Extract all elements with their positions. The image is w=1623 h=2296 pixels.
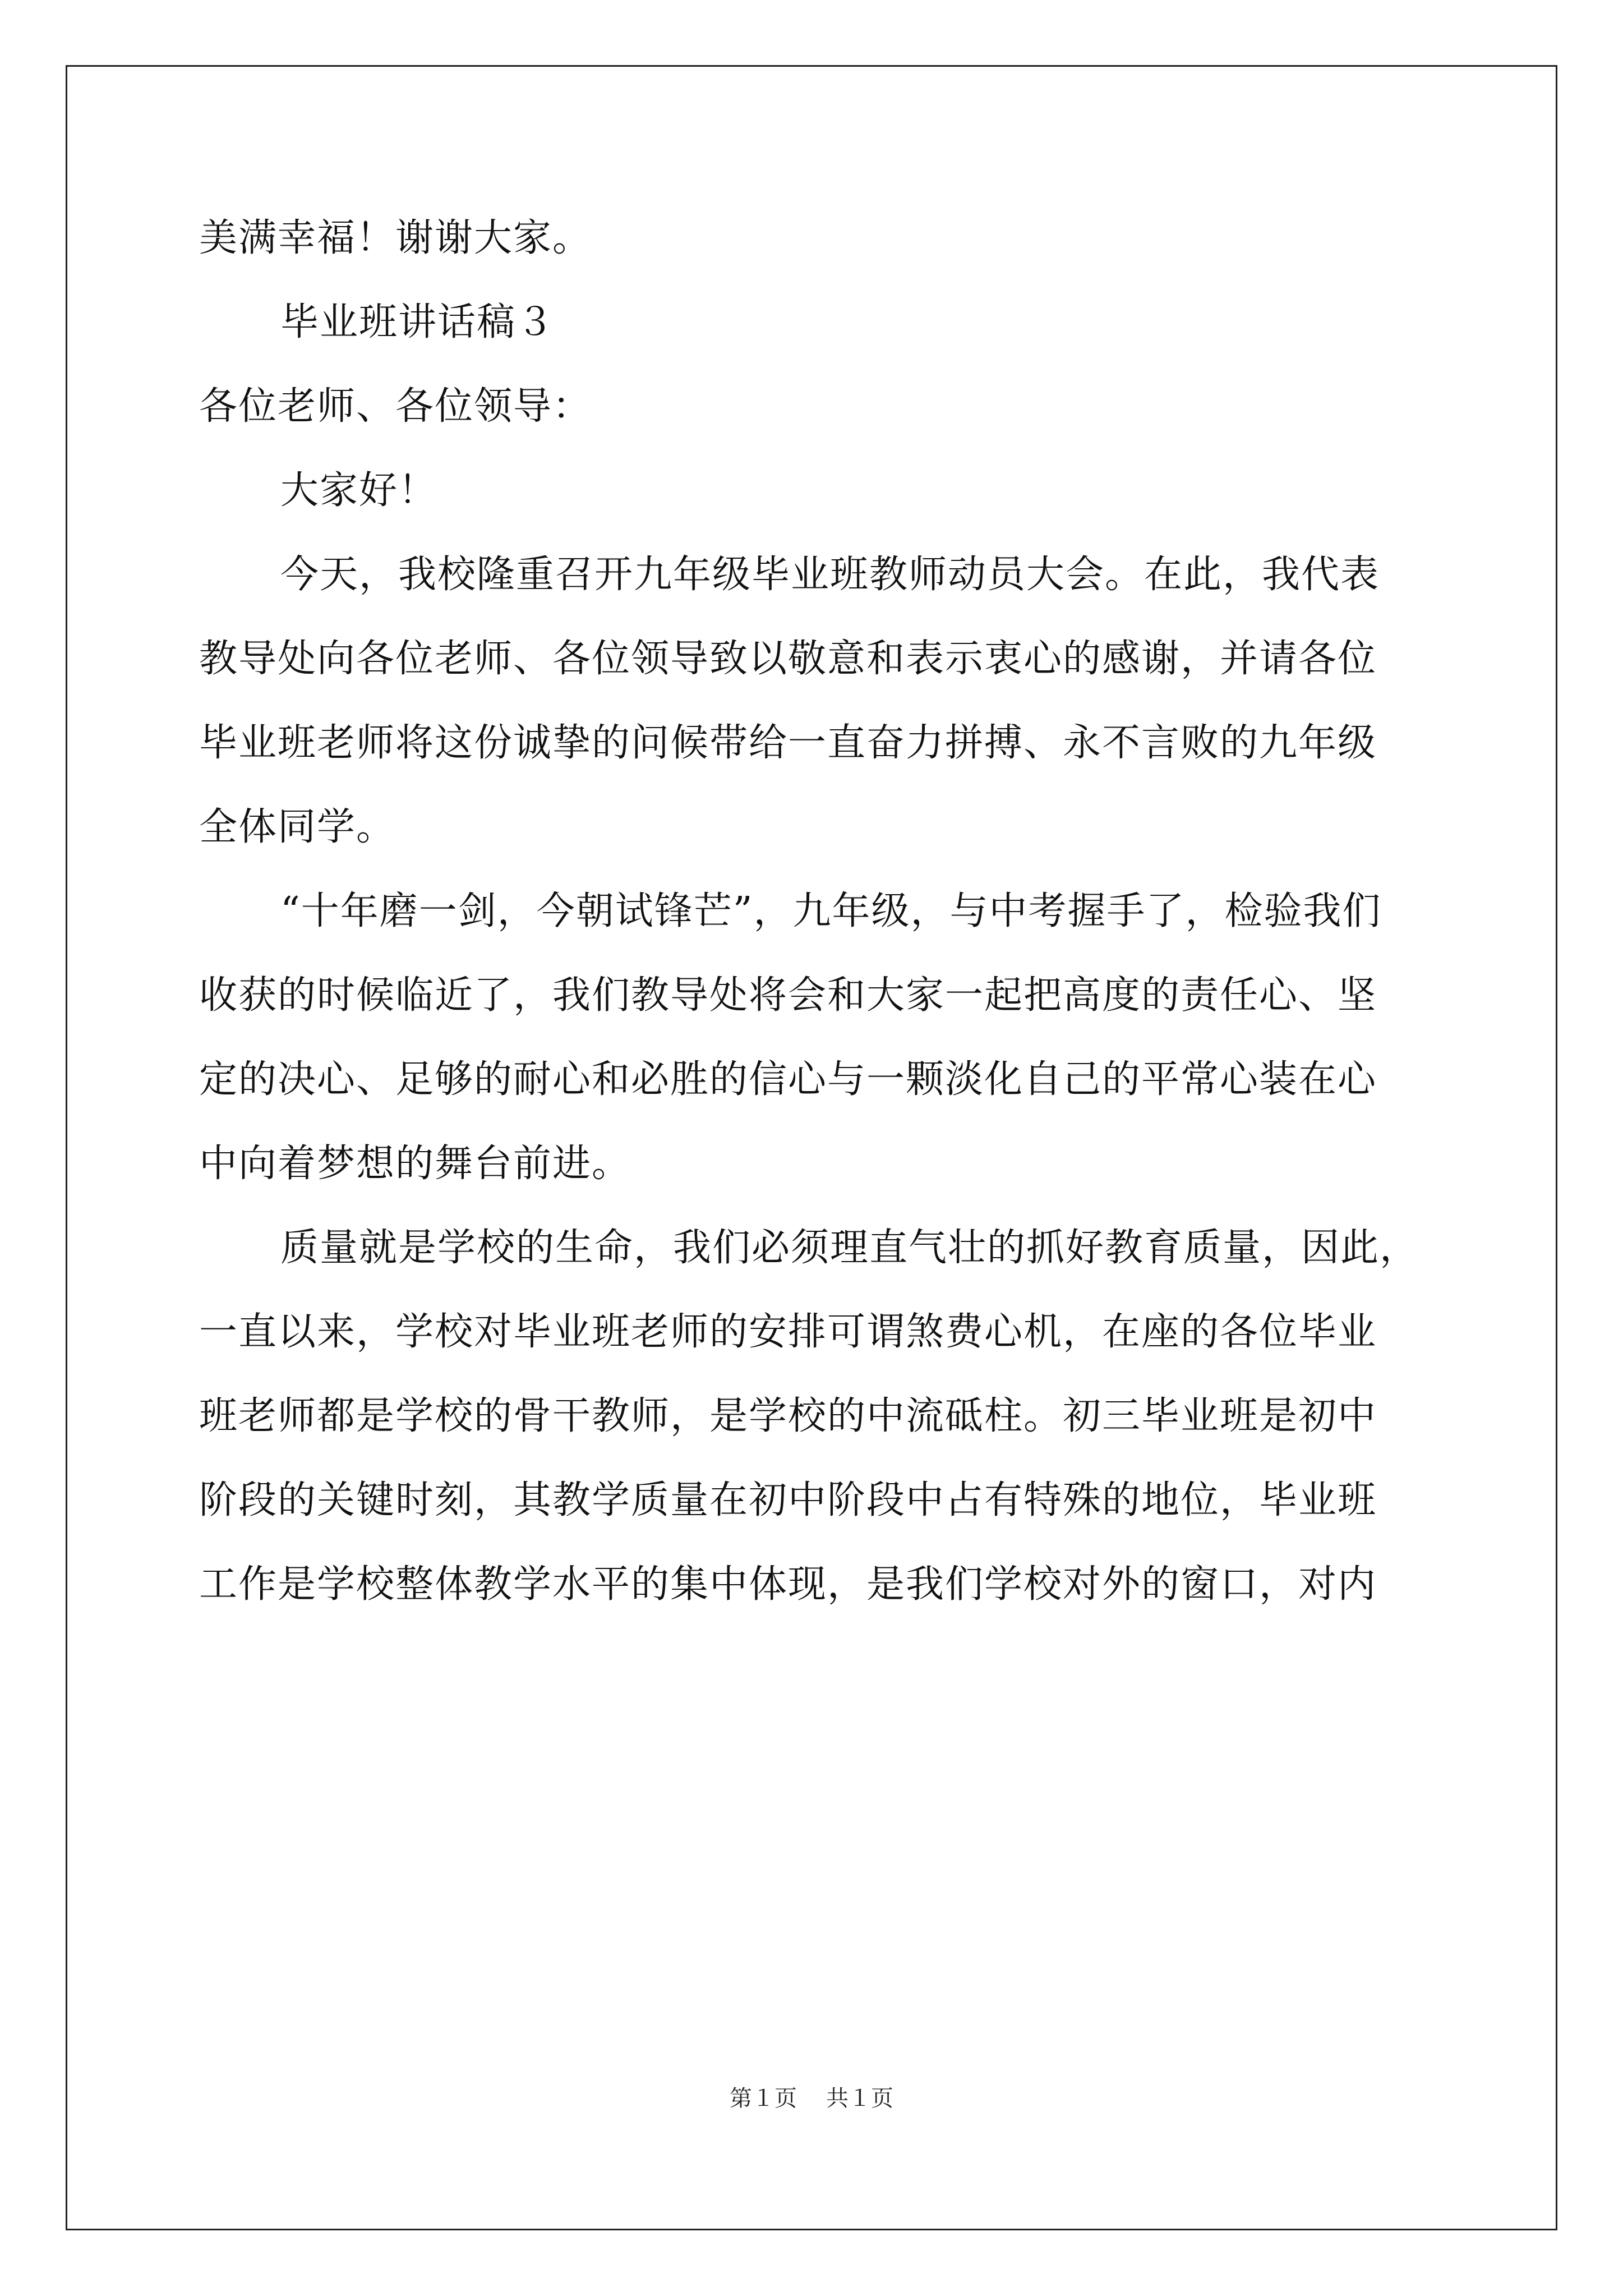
paragraph-line: 收获的时候临近了，我们教导处将会和大家一起把高度的责任心、坚 — [199, 973, 1377, 1018]
page-total: 共１页 — [826, 2086, 893, 2111]
paragraph-line: 毕业班老师将这份诚挚的问候带给一直奋力拼搏、永不言败的九年级 — [199, 721, 1377, 765]
paragraph-line: 今天，我校隆重召开九年级毕业班教师动员大会。在此，我代表 — [280, 553, 1380, 597]
paragraph-line: 一直以来，学校对毕业班老师的安排可谓煞费心机，在座的各位毕业 — [199, 1310, 1377, 1354]
paragraph-line: 阶段的关键时刻，其教学质量在初中阶段中占有特殊的地位，毕业班 — [199, 1478, 1377, 1522]
closing-line: 美满幸福！谢谢大家。 — [199, 216, 592, 260]
paragraph-line: 工作是学校整体教学水平的集中体现，是我们学校对外的窗口，对内 — [199, 1562, 1377, 1607]
page-footer — [0, 2085, 1623, 2113]
section-heading: 毕业班讲话稿３ — [280, 300, 556, 344]
paragraph-line: 全体同学。 — [199, 805, 396, 849]
paragraph-line: 质量就是学校的生命，我们必须理直气壮的抓好教育质量，因此， — [280, 1226, 1419, 1270]
greeting: 大家好！ — [280, 468, 438, 513]
page-number: 第１页 — [730, 2086, 797, 2111]
salutation: 各位老师、各位领导： — [199, 384, 592, 429]
paragraph-line: 教导处向各位老师、各位领导致以敬意和表示衷心的感谢，并请各位 — [199, 637, 1377, 681]
paragraph-line: 中向着梦想的舞台前进。 — [199, 1142, 631, 1186]
paragraph-line: 定的决心、足够的耐心和必胜的信心与一颗淡化自己的平常心装在心 — [199, 1057, 1377, 1102]
paragraph-line: 班老师都是学校的骨干教师，是学校的中流砥柱。初三毕业班是初中 — [199, 1394, 1377, 1438]
paragraph-line: “十年磨一剑，今朝试锋芒”，九年级，与中考握手了，检验我们 — [280, 889, 1382, 933]
